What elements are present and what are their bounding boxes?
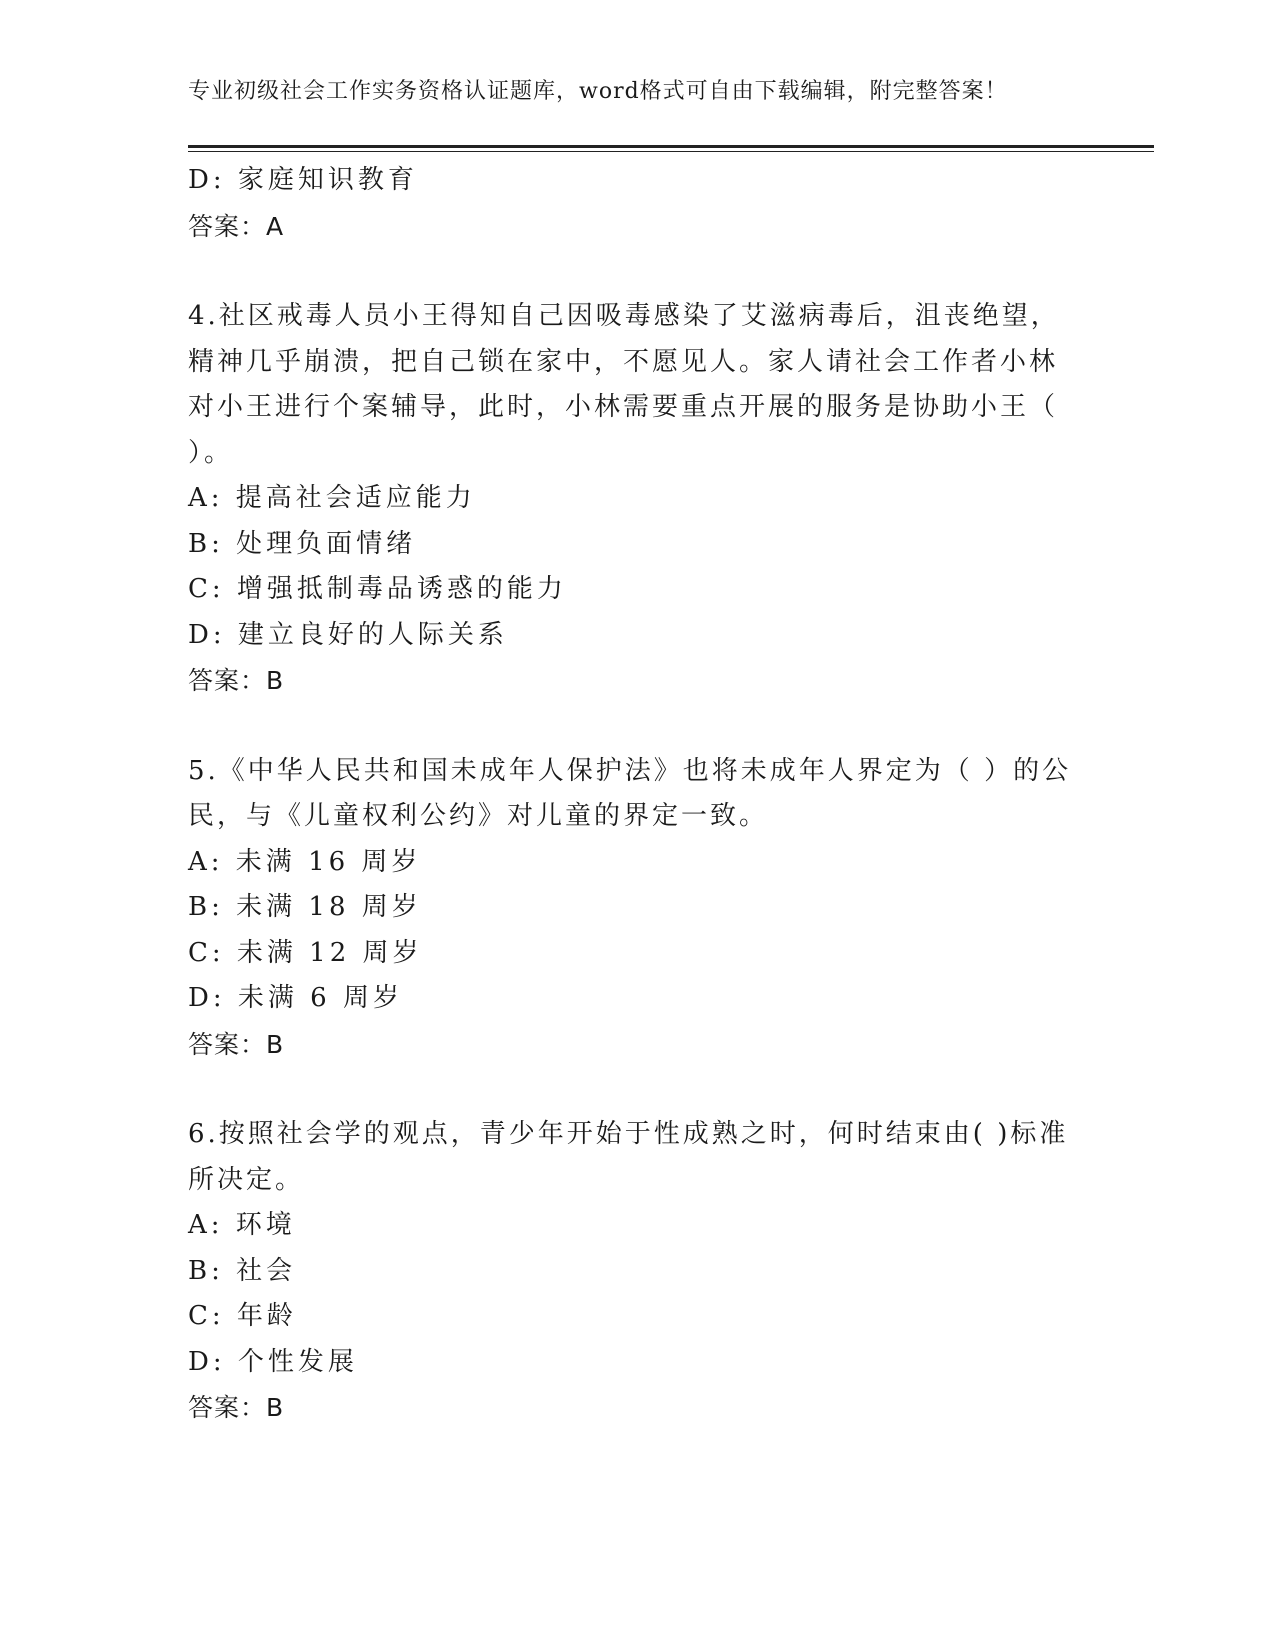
question-stem-line: 民，与《儿童权利公约》对儿童的界定一致。: [188, 801, 769, 831]
option-c: C: 增强抵制毒品诱惑的能力: [188, 574, 567, 604]
option-d: D: 建立良好的人际关系: [188, 619, 508, 650]
option-d: D: 家庭知识教育: [188, 165, 418, 195]
question-stem-line: 6.按照社会学的观点，青少年开始于性成熟之时，何时结束由( )标准: [188, 1119, 1069, 1149]
question-stem-line: 5.《中华人民共和国未成年人保护法》也将未成年人界定为（ ）的公: [188, 755, 1072, 786]
option-b: B: 未满 18 周岁: [188, 892, 422, 922]
question-3-tail: [188, 158, 1088, 249]
option-a: A: 未满 16 周岁: [188, 846, 422, 877]
page-header: 专业初级社会工作实务资格认证题库，word格式可自由下载编辑，附完整答案！: [188, 79, 1008, 104]
option-a: A: 环境: [188, 1210, 296, 1240]
header-divider-thin: [188, 151, 1154, 152]
answer-line: 答案：B: [188, 666, 285, 695]
answer-line: 答案：B: [188, 1029, 285, 1059]
option-b: B: 处理负面情绪: [188, 528, 417, 559]
option-d: D: 个性发展: [188, 1346, 358, 1377]
answer-line: 答案：B: [188, 1393, 285, 1422]
document-body: [188, 158, 1088, 1476]
question-stem-line: 4.社区戒毒人员小王得知自己因吸毒感染了艾滋病毒后，沮丧绝望，: [188, 301, 1060, 331]
option-a: A: 提高社会适应能力: [188, 483, 476, 513]
question-stem-line: 精神几乎崩溃，把自己锁在家中，不愿见人。家人请社会工作者小林: [188, 346, 1059, 377]
question-6: [188, 1112, 1088, 1431]
option-c: C: 未满 12 周岁: [188, 937, 423, 968]
question-stem-line: ）。: [188, 437, 234, 468]
question-stem-line: 所决定。: [188, 1164, 305, 1195]
answer-line: 答案：A: [188, 211, 285, 241]
question-5: [188, 749, 1088, 1068]
option-c: C: 年龄: [188, 1301, 297, 1331]
question-stem-line: 对小王进行个案辅导，此时，小林需要重点开展的服务是协助小王（: [188, 392, 1059, 422]
option-b: B: 社会: [188, 1255, 297, 1286]
question-4: [188, 294, 1088, 704]
option-d: D: 未满 6 周岁: [188, 983, 403, 1013]
header-divider-thick: [188, 145, 1154, 148]
